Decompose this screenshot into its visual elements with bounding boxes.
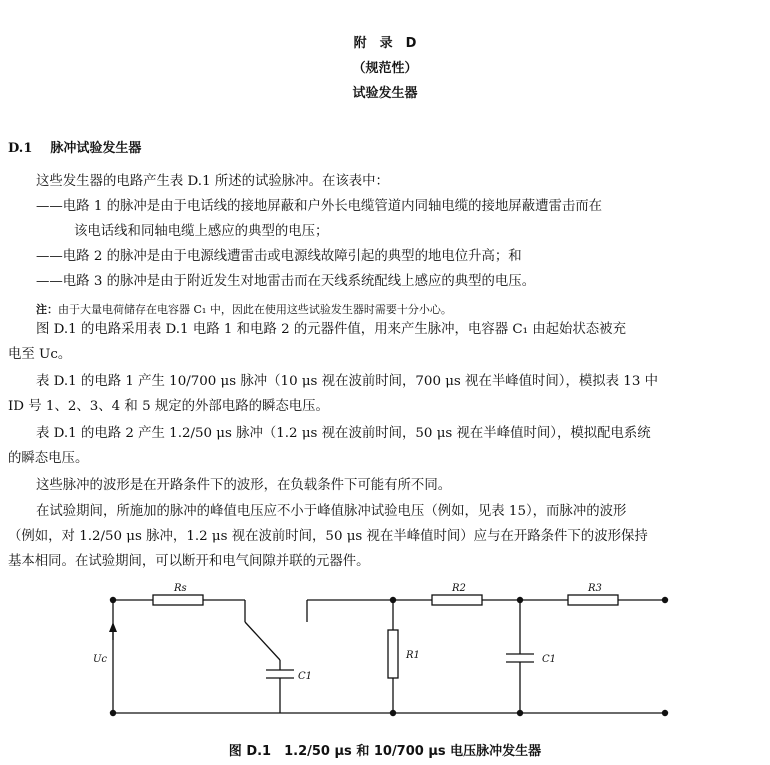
bullet-circuit-1-line-1: ——电路 1 的脉冲是由于电话线的接地屏蔽和户外长电缆管道内同轴电缆的接地屏蔽遭雷击而在	[36, 199, 603, 214]
paragraph-6-line-3: 基本相同。在试验期间，可以断开和电气间隙并联的元器件。	[8, 554, 370, 569]
switch-blade	[245, 622, 280, 660]
uc-arrow-head	[109, 622, 117, 632]
label-r2: R2	[452, 583, 466, 594]
bullet-circuit-1-line-2: 该电话线和同轴电缆上感应的典型的电压；	[74, 224, 329, 239]
label-r3: R3	[588, 583, 602, 594]
paragraph-6-line-1: 在试验期间，所施加的脉冲的峰值电压应不小于峰值脉冲试验电压（例如，见表 15），而脉冲的波形	[36, 504, 627, 519]
node-r1-top	[390, 597, 396, 603]
note	[36, 301, 452, 317]
paragraph-4-line-2: 的瞬态电压。	[8, 451, 89, 466]
section-heading	[8, 137, 141, 156]
node-r1-bottom	[390, 710, 396, 716]
node-bottom-right	[662, 710, 668, 716]
bullet-circuit-3: ——电路 3 的脉冲是由于附近发生对地雷击而在天线系统配线上感应的典型的电压。	[36, 274, 536, 289]
paragraph-3-line-2: ID 号 1、2、3、4 和 5 规定的外部电路的瞬态电压。	[8, 399, 329, 414]
section-title: 脉冲试验发生器	[50, 141, 142, 156]
resistor-r3	[568, 595, 618, 605]
paragraph-6-line-2: （例如，对 1.2/50 μs 脉冲，1.2 μs 视在波前时间，50 μs 视在半峰值时间）应与在开路条件下的波形保持	[8, 529, 648, 544]
label-uc: Uc	[93, 654, 108, 665]
resistor-rs	[153, 595, 203, 605]
note-label: 注：	[36, 303, 58, 316]
figure-caption: 图 D.1 1.2/50 μs 和 10/700 μs 电压脉冲发生器	[228, 744, 542, 759]
resistor-r2	[432, 595, 482, 605]
paragraph-5: 这些脉冲的波形是在开路条件下的波形，在负载条件下可能有所不同。	[36, 478, 452, 493]
node-top-left	[110, 597, 116, 603]
label-r1: R1	[406, 650, 420, 661]
paragraph-4-line-1: 表 D.1 的电路 2 产生 1.2/50 μs 脉冲（1.2 μs 视在波前时间，50 μs 视在半峰值时间），模拟配电系统	[36, 426, 651, 441]
resistor-r1	[388, 630, 398, 678]
node-top-right	[662, 597, 668, 603]
appendix-title: 试验发生器	[352, 86, 418, 101]
appendix-heading: 附 录 D	[353, 36, 417, 51]
paragraph-3-line-1: 表 D.1 的电路 1 产生 10/700 μs 脉冲（10 μs 视在波前时间，700 μs 视在半峰值时间），模拟表 13 中	[36, 374, 658, 389]
circuit-diagram	[0, 580, 770, 730]
label-c1-right: C1	[542, 654, 557, 665]
paragraph-2-line-1: 图 D.1 的电路采用表 D.1 电路 1 和电路 2 的元器件值，用来产生脉冲，电容器 C₁ 由起始状态被充	[36, 322, 626, 337]
node-c1-top	[517, 597, 523, 603]
node-bottom-left	[110, 710, 116, 716]
label-c1-left: C1	[298, 671, 313, 682]
bullet-circuit-2: ——电路 2 的脉冲是由于电源线遭雷击或电源线故障引起的典型的地电位升高；和	[36, 249, 522, 264]
section-number: D.1	[8, 141, 33, 156]
paragraph-2-line-2: 电至 Uc。	[8, 347, 72, 362]
label-rs: Rs	[174, 583, 187, 594]
note-text: 由于大量电荷储存在电容器 C₁ 中，因此在使用这些试验发生器时需要十分小心。	[58, 303, 452, 316]
node-c1-bottom	[517, 710, 523, 716]
normative-label: （规范性）	[352, 61, 418, 76]
paragraph-intro: 这些发生器的电路产生表 D.1 所述的试验脉冲。在该表中：	[36, 174, 389, 189]
